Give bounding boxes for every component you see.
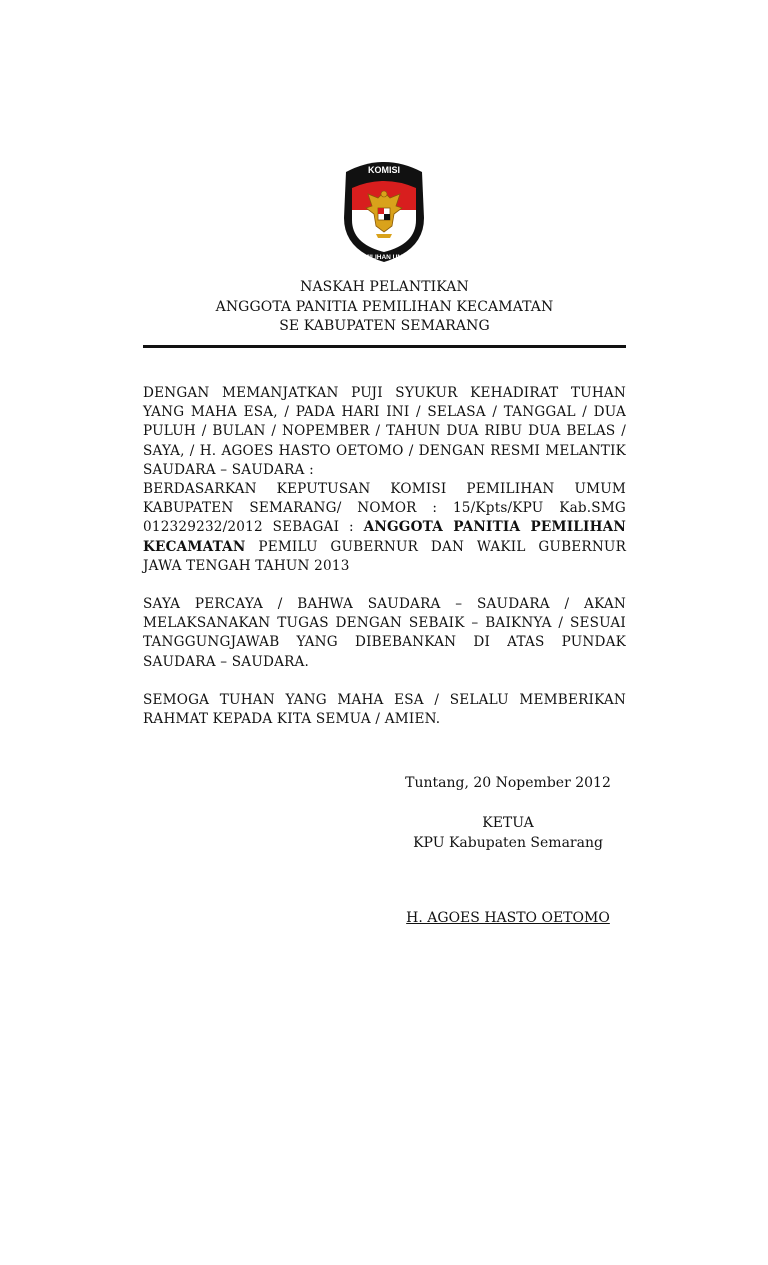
header-divider [143,345,626,348]
title-line-2: ANGGOTA PANITIA PEMILIHAN KECAMATAN [215,298,554,315]
paragraph-1 [143,384,626,576]
paragraph-2: SAYA PERCAYA / BAHWA SAUDARA – SAUDARA / AKAN MELAKSANAKAN TUGAS DENGAN SEBAIK – BAIKNYA / SESUAI TANGGUNGJAWAB YANG DIBEBANKAN DI ATAS PUNDAK SAUDARA – SAUDARA. [143,596,626,670]
document-title [143,278,626,337]
logo-bottom-text: PEMILIHAN UMUM [355,254,413,261]
kpu-logo-icon [338,158,430,264]
paragraph-1-bold-position: ANGGOTA PANITIA PEMILIHAN KECAMATAN [143,519,626,555]
title-line-1: NASKAH PELANTIKAN [300,279,469,295]
title-line-3: SE KABUPATEN SEMARANG [279,318,490,334]
logo-top-text: KOMISI [367,165,401,175]
paragraph-1-closing: PEMILU GUBERNUR DAN WAKIL GUBERNUR JAWA TENGAH TAHUN 2013 [143,538,626,574]
paragraph-1-opening: DENGAN MEMANJATKAN PUJI SYUKUR KEHADIRAT TUHAN YANG MAHA ESA, / PADA HARI INI / SELASA / TANGGAL / DUA PULUH / BULAN / NOPEMBER / TAHUN DUA RIBU DUA BELAS / SAYA, / H. AGOES HASTO OETOMO / DENGAN RESMI MELANTIK SAUDARA – SAUDARA : [143,385,626,478]
paragraph-1-decree: BERDASARKAN KEPUTUSAN KOMISI PEMILIHAN UMUM KABUPATEN SEMARANG/ NOMOR : 15/Kpts/KPU Kab.SMG 012329232/2012 SEBAGAI : [143,481,626,536]
signature-name: H. AGOES HASTO OETOMO [406,910,610,926]
signature-place-date: Tuntang, 20 Nopember 2012 [405,775,611,791]
signature-organization: KPU Kabupaten Semarang [413,835,603,851]
paragraph-3: SEMOGA TUHAN YANG MAHA ESA / SELALU MEMBERIKAN RAHMAT KEPADA KITA SEMUA / AMIEN. [143,691,626,728]
signature-title: KETUA [482,815,534,831]
document-body [143,384,626,748]
